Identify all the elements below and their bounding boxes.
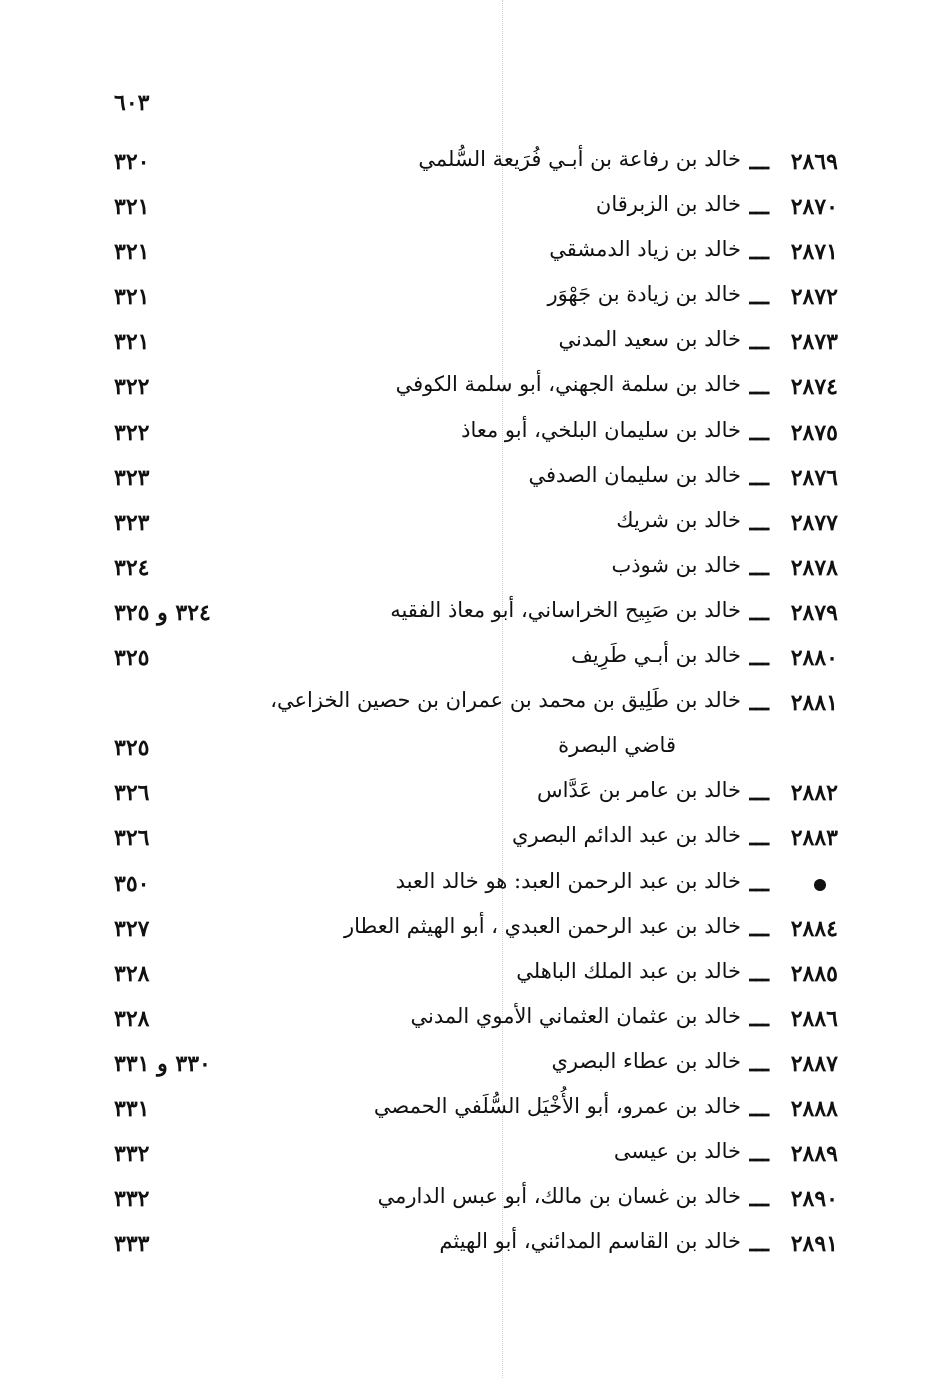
entry-page-ref: ٣٢٢ [114,374,150,401]
entry-name: خالد بن صَبِيح الخراساني، أبو معاذ الفقيه [390,597,741,622]
index-entry [0,412,926,457]
entry-number: ٢٨٨١ [790,690,838,717]
entry-page-ref: ٣٢١ [114,239,150,266]
entry-page-ref: ٣٢٨ [114,1005,150,1032]
entry-name: خالد بن زياد الدمشقي [549,237,741,262]
index-entry [0,457,926,502]
entry-name: خالد بن عمرو، أبو الأُخْيَل السُّلَفي الحمصي [373,1093,741,1118]
index-entry [0,141,926,186]
entry-name: خالد بن سليمان الصدفي [528,462,741,487]
entry-name: خالد بن عامر بن عَدَّاس [537,778,741,803]
entry-number: ٢٨٩١ [790,1231,838,1258]
entry-number: ٢٨٧٣ [790,329,838,356]
entry-page-ref: ٣٢٦ [114,780,150,807]
entry-page-ref: ٣٢٣ [114,509,150,536]
index-entry [0,276,926,321]
entry-dash: ـــ [749,960,769,987]
index-entry [0,547,926,592]
index-entry [0,953,926,998]
entry-number: ٢٨٦٩ [790,149,838,175]
index-entry [0,1088,926,1133]
entry-dash: ـــ [749,690,769,717]
entry-page-ref: ٣٢٥ [114,735,150,762]
entry-name: خالد بن طَلِيق بن محمد بن عمران بن حصين الخزاعي، [270,688,741,713]
index-entry [0,231,926,276]
index-entry [0,998,926,1043]
entry-dash: ـــ [749,284,769,311]
entry-number: ٢٨٧٨ [790,554,838,581]
index-entry [0,682,926,727]
entry-name: خالد بن غسان بن مالك، أبو عبس الدارمي [377,1184,741,1209]
index-entry [0,366,926,411]
entry-dash: ـــ [749,1141,769,1168]
entry-number: ٢٨٧٧ [790,509,838,536]
index-entry [0,637,926,682]
entry-dash: ـــ [749,599,769,626]
entry-name: خالد بن عبد الملك الباهلي [516,958,741,983]
index-entry [0,1133,926,1178]
entry-dash: ـــ [749,645,769,672]
index-entry-continuation [0,727,926,772]
entry-number: ٢٨٧٦ [790,464,838,491]
index-entry [0,592,926,637]
entry-name: خالد بن عطاء البصري [551,1048,741,1073]
index-entry [0,1043,926,1088]
entry-name: خالد بن القاسم المدائني، أبو الهيثم [439,1229,741,1254]
entry-dash: ـــ [749,194,769,221]
entry-dash: ـــ [749,464,769,491]
index-entry [0,321,926,366]
index-entry [0,1223,926,1268]
bullet-dot-icon [814,879,826,891]
entry-page-ref: ٣٥٠ [114,870,150,897]
entry-number: ٢٨٧٢ [790,284,838,311]
entry-dash: ـــ [749,374,769,401]
entry-page-ref: ٣٢٧ [114,915,150,942]
entry-page-ref: ٣٣٢ [114,1141,150,1168]
entry-name: خالد بن أبـي طَرِيف [571,643,741,668]
entry-name: خالد بن عبد الرحمن العبدي ، أبو الهيثم العطار [343,913,741,938]
entry-number: ٢٨٨٧ [790,1050,838,1077]
entry-page-ref: ٣٣٢ [114,1186,150,1213]
entry-page-ref: ٣٣٣ [114,1231,150,1258]
entry-number: ٢٨٧٥ [790,419,838,446]
entry-page-ref: ٣٢١ [114,329,150,356]
entry-dash: ـــ [749,419,769,446]
entry-number: ٢٨٧٠ [790,194,838,221]
entry-number: ٢٨٨٣ [790,825,838,852]
entry-name: خالد بن عبد الدائم البصري [512,823,741,848]
entry-number: ٢٨٨٩ [790,1141,838,1168]
entry-dash: ـــ [749,239,769,266]
index-list [0,141,926,1268]
entry-dash: ـــ [749,554,769,581]
entry-number: ٢٨٨٥ [790,960,838,987]
entry-page-ref: ٣٢٤ [114,554,150,581]
index-entry [0,502,926,547]
entry-name: خالد بن الزبرقان [595,192,741,217]
entry-name: خالد بن سلمة الجهني، أبو سلمة الكوفي [395,372,741,397]
entry-dash: ـــ [749,1050,769,1077]
entry-name: خالد بن سعيد المدني [558,327,741,352]
entry-number: ٢٨٧١ [790,239,838,266]
entry-dash: ـــ [749,1005,769,1032]
entry-number: ٢٨٨٦ [790,1005,838,1032]
index-entry [0,908,926,953]
entry-name: خالد بن عبد الرحمن العبد: هو خالد العبد [395,868,741,893]
entry-page-ref: ٣٢٠ [114,149,150,175]
entry-number: ٢٨٨٢ [790,780,838,807]
entry-page-ref: ٣٢٤ و ٣٢٥ [114,599,211,626]
entry-page-ref: ٣٣١ [114,1095,150,1122]
entry-dash: ـــ [749,915,769,942]
entry-dash: ـــ [749,1095,769,1122]
entry-dash: ـــ [749,825,769,852]
entry-number: ٢٨٧٤ [790,374,838,401]
entry-name: خالد بن شريك [616,507,741,532]
entry-number: ٢٨٧٩ [790,599,838,626]
entry-number: ٢٨٩٠ [790,1186,838,1213]
entry-name: خالد بن زيادة بن جَهْوَر [547,282,741,307]
entry-page-ref: ٣٢٢ [114,419,150,446]
entry-dash: ـــ [749,780,769,807]
entry-page-ref: ٣٢٣ [114,464,150,491]
entry-page-ref: ٣٢٦ [114,825,150,852]
entry-number: ٢٨٨٤ [790,915,838,942]
index-entry [0,1178,926,1223]
entry-dash: ـــ [749,329,769,356]
entry-page-ref: ٣٢١ [114,194,150,221]
entry-page-ref: ٣٣٠ و ٣٣١ [114,1050,211,1077]
index-entry [0,186,926,231]
entry-name: خالد بن رفاعة بن أبـي فُرَيعة السُّلمي [418,147,741,171]
entry-number: ٢٨٨٨ [790,1095,838,1122]
entry-page-ref: ٣٢١ [114,284,150,311]
entry-name: خالد بن عثمان العثماني الأموي المدني [410,1003,741,1028]
index-entry [0,817,926,862]
entry-dash: ـــ [749,1186,769,1213]
index-cross-reference [0,863,926,908]
index-entry [0,772,926,817]
entry-page-ref: ٣٢٨ [114,960,150,987]
entry-name: خالد بن سليمان البلخي، أبو معاذ [461,417,741,442]
entry-dash: ـــ [749,509,769,536]
entry-name: خالد بن عيسى [613,1139,741,1164]
entry-dash: ـــ [749,870,769,897]
entry-name-continuation: قاضي البصرة [558,733,676,758]
page-number: ٦٠٣ [114,90,150,116]
entry-name: خالد بن شوذب [611,552,741,577]
entry-dash: ـــ [749,149,769,175]
entry-dash: ـــ [749,1231,769,1258]
entry-number: ٢٨٨٠ [790,645,838,672]
entry-page-ref: ٣٢٥ [114,645,150,672]
